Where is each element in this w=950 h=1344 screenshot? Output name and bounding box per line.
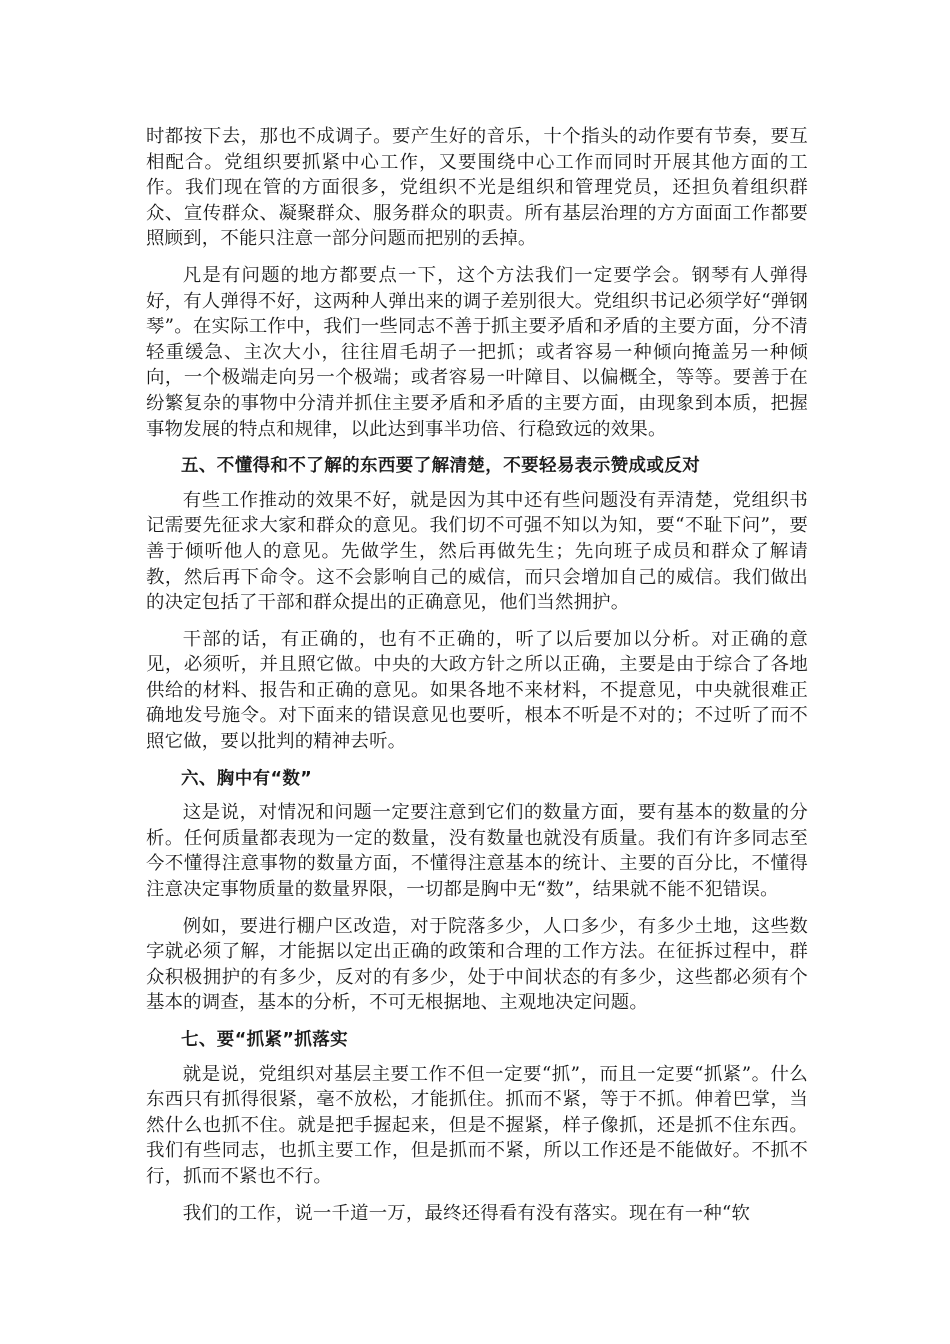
paragraph-3: 有些工作推动的效果不好，就是因为其中还有些问题没有弄清楚，党组织书记需要先征求大家和群众的意见。我们切不可强不知以为知，要“不耻下问”，要善于倾听他人的意见。先做学生，然后再做先生；先向班子成员和群众了解请教，然后再下命令。这不会影响自己的威信，而只会增加自己的威信。我们做出的决定包括了干部和群众提出的正确意见，他们当然拥护。	[146, 489, 808, 614]
paragraph-6: 例如，要进行棚户区改造，对于院落多少，人口多少，有多少土地，这些数字就必须了解，才能据以定出正确的政策和合理的工作方法。在征拆过程中，群众积极拥护的有多少，反对的有多少，处于中间状态的有多少，这些都必须有个基本的调查，基本的分析，不可无根据地、主观地决定问题。	[146, 915, 808, 1014]
paragraph-1: 时都按下去，那也不成调子。要产生好的音乐，十个指头的动作要有节奏，要互相配合。党组织要抓紧中心工作，又要围绕中心工作而同时开展其他方面的工作。我们现在管的方面很多，党组织不光是组织和管理党员，还担负着组织群众、宣传群众、凝聚群众、服务群众的职责。所有基层治理的方方面面工作都要照顾到，不能只注意一部分问题而把别的丢掉。	[146, 126, 808, 250]
document-body	[146, 124, 808, 1226]
paragraph-4: 干部的话，有正确的，也有不正确的，听了以后要加以分析。对正确的意见，必须听，并且照它做。中央的大政方针之所以正确，主要是由于综合了各地供给的材料、报告和正确的意见。如果各地不来材料，不提意见，中央就很难正确地发号施令。对下面来的错误意见也要听，根本不听是不对的；不过听了而不照它做，要以批判的精神去听。	[146, 628, 808, 753]
section-heading-6: 六、胸中有“数”	[181, 768, 313, 789]
section-heading-5: 五、不懂得和不了解的东西要了解清楚，不要轻易表示赞成或反对	[181, 456, 701, 477]
paragraph-2: 凡是有问题的地方都要点一下，这个方法我们一定要学会。钢琴有人弹得好，有人弹得不好，这两种人弹出来的调子差别很大。党组织书记必须学好“弹钢琴”。在实际工作中，我们一些同志不善于抓主要矛盾和矛盾的主要方面，分不清轻重缓急、主次大小，往往眉毛胡子一把抓；或者容易一种倾向掩盖另一种倾向，一个极端走向另一个极端；或者容易一叶障目、以偏概全，等等。要善于在纷繁复杂的事物中分清并抓住主要矛盾和矛盾的主要方面，由现象到本质，把握事物发展的特点和规律，以此达到事半功倍、行稳致远的效果。	[146, 264, 808, 440]
paragraph-7: 就是说，党组织对基层主要工作不但一定要“抓”，而且一定要“抓紧”。什么东西只有抓得很紧，毫不放松，才能抓住。抓而不紧，等于不抓。伸着巴掌，当然什么也抓不住。就是把手握起来，但是不握紧，样子像抓，还是抓不住东西。我们有些同志，也抓主要工作，但是抓而不紧，所以工作还是不能做好。不抓不行，抓而不紧也不行。	[146, 1063, 808, 1187]
section-heading-7: 七、要“抓紧”抓落实	[181, 1030, 349, 1050]
paragraph-8: 我们的工作，说一千道一万，最终还得看有没有落实。现在有一种“软	[182, 1202, 751, 1224]
paragraph-5: 这是说，对情况和问题一定要注意到它们的数量方面，要有基本的数量的分析。任何质量都表现为一定的数量，没有数量也就没有质量。我们有许多同志至今不懂得注意事物的数量方面，不懂得注意基本的统计、主要的百分比，不懂得注意决定事物质量的数量界限，一切都是胸中无“数”，结果就不能不犯错误。	[146, 802, 808, 901]
